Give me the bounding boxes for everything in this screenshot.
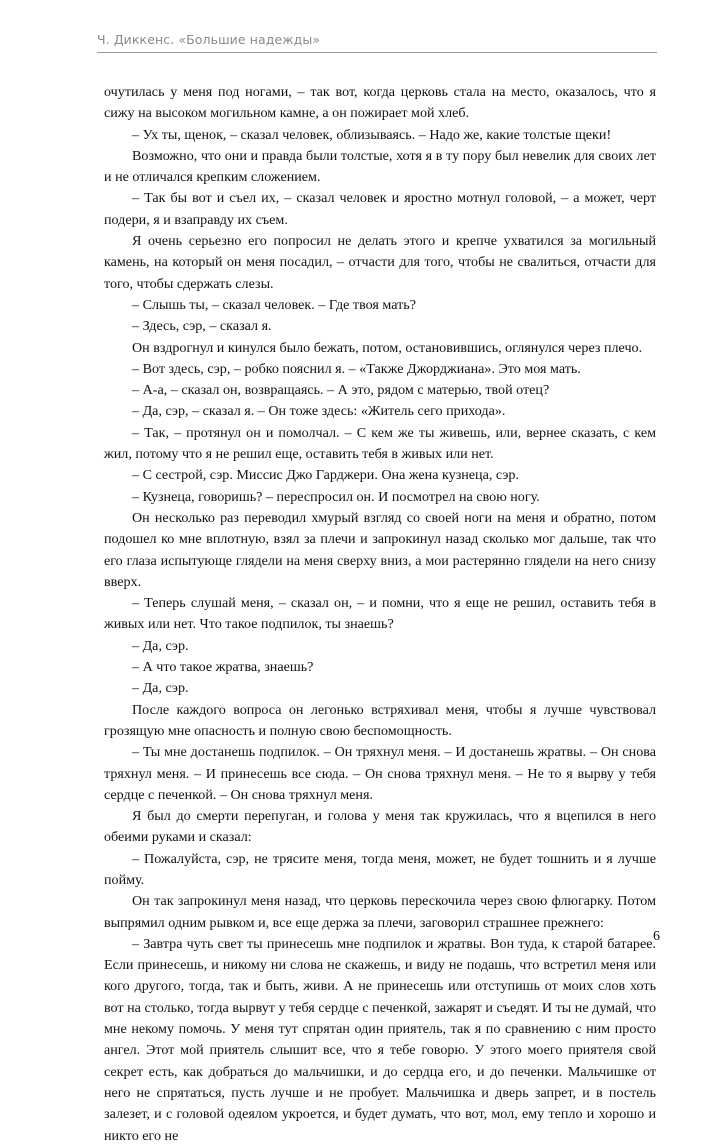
paragraph: Он вздрогнул и кинулся было бежать, потом, остановившись, оглянулся через плечо. <box>132 339 643 356</box>
running-header-title: Ч. Диккенс. «Большие надежды» <box>97 32 321 47</box>
paragraph: – Так, – протянул он и помолчал. – С кем же ты живешь, или, вернее сказать, с кем жил, потому что я не решил еще, оставить тебя в живых или нет. <box>104 424 656 463</box>
paragraph: – Да, сэр, – сказал я. – Он тоже здесь: «Житель сего прихода». <box>132 403 506 420</box>
header-divider <box>97 52 657 53</box>
paragraph: Возможно, что они и правда были толстые, хотя я в ту пору был невелик для своих лет и не отличался крепким сложением. <box>104 147 656 186</box>
paragraph: – С сестрой, сэр. Миссис Джо Гарджери. Она жена кузнеца, сэр. <box>132 467 519 484</box>
paragraph: – Слышь ты, – сказал человек. – Где твоя мать? <box>132 296 416 313</box>
page-number: 6 <box>653 929 660 944</box>
paragraph: очутилась у меня под ногами, – так вот, когда церковь стала на место, оказалось, что я сижу на высоком могильном камне, а он пожирает мой хлеб. <box>104 84 656 122</box>
body-text <box>104 82 656 1147</box>
paragraph: – Ты мне достанешь подпилок. – Он тряхнул меня. – И достанешь жратвы. – Он снова тряхнул меня. – И принесешь все сюда. – Он снова тряхнул меня. – Не то я вырву у тебя сердце с печенкой. – Он снова тряхнул меня. <box>104 744 656 803</box>
paragraph: Я очень серьезно его попросил не делать этого и крепче ухватился за могильный камень, на который он меня посадил, – отчасти для того, чтобы не свалиться, отчасти для того, чтобы сдержать слезы. <box>104 233 656 292</box>
paragraph: – Пожалуйста, сэр, не трясите меня, тогда меня, может, не будет тошнить и я лучше пойму. <box>104 850 656 888</box>
paragraph: – Да, сэр. <box>132 680 189 697</box>
paragraph: – Вот здесь, сэр, – робко пояснил я. – «Также Джорджиана». Это моя мать. <box>132 360 581 377</box>
paragraph: – Так бы вот и съел их, – сказал человек и яростно мотнул головой, – а может, черт подери, я и взаправду их съем. <box>104 190 656 228</box>
paragraph: – А-а, – сказал он, возвращаясь. – А это, рядом с матерью, твой отец? <box>132 382 550 399</box>
paragraph: – Ух ты, щенок, – сказал человек, облизываясь. – Надо же, какие толстые щеки! <box>132 126 612 143</box>
paragraph: – Завтра чуть свет ты принесешь мне подпилок и жратвы. Вон туда, к старой батарее. Если принесешь, и никому ни слова не скажешь, и виду не подашь, что встретил меня или кого другого, тогда, так и быть, живи. А не принесешь или отступишь от моих слов хоть вот на столько, тогда вырвут у тебя сердце с печенкой, зажарят и съедят. И ты не думай, что мне некому помочь. У меня тут спрятан один приятель, так я по сравнению с ним просто ангел. Этот мой приятель слышит все, что я тебе говорю. У этого моего приятеля свой секрет есть, как добраться до мальчишки, и до сердца его, и до печенки. Мальчишке от него не спрятаться, пусть лучше и не пробует. Мальчишка и дверь запрет, и в постель залезет, и с головой одеялом укроется, и будет думать, что вот, мол, ему тепло и хорошо и никто его не <box>104 935 656 1144</box>
paragraph: – Здесь, сэр, – сказал я. <box>132 318 272 335</box>
paragraph: Он так запрокинул меня назад, что церковь перескочила через свою флюгарку. Потом выпрямил одним рывком и, все еще держа за плечи, заговорил страшнее прежнего: <box>104 893 656 931</box>
paragraph: – Теперь слушай меня, – сказал он, – и помни, что я еще не решил, оставить тебя в живых или нет. Что такое подпилок, ты знаешь? <box>104 595 656 633</box>
paragraph: – Да, сэр. <box>132 637 189 654</box>
paragraph: – Кузнеца, говоришь? – переспросил он. И посмотрел на свою ногу. <box>132 488 540 505</box>
paragraph: – А что такое жратва, знаешь? <box>132 659 314 676</box>
paragraph: После каждого вопроса он легонько встряхивал меня, чтобы я лучше чувствовал грозящую мне опасность и полную свою беспомощность. <box>104 701 656 739</box>
paragraph: Я был до смерти перепуган, и голова у меня так кружилась, что я вцепился в него обеими руками и сказал: <box>104 808 656 846</box>
paragraph: Он несколько раз переводил хмурый взгляд со своей ноги на меня и обратно, потом подошел ко мне вплотную, взял за плечи и запрокинул назад сколько мог дальше, так что его глаза испытующе глядели на меня сверху вниз, а мои растерянно глядели на него снизу вверх. <box>104 509 656 590</box>
